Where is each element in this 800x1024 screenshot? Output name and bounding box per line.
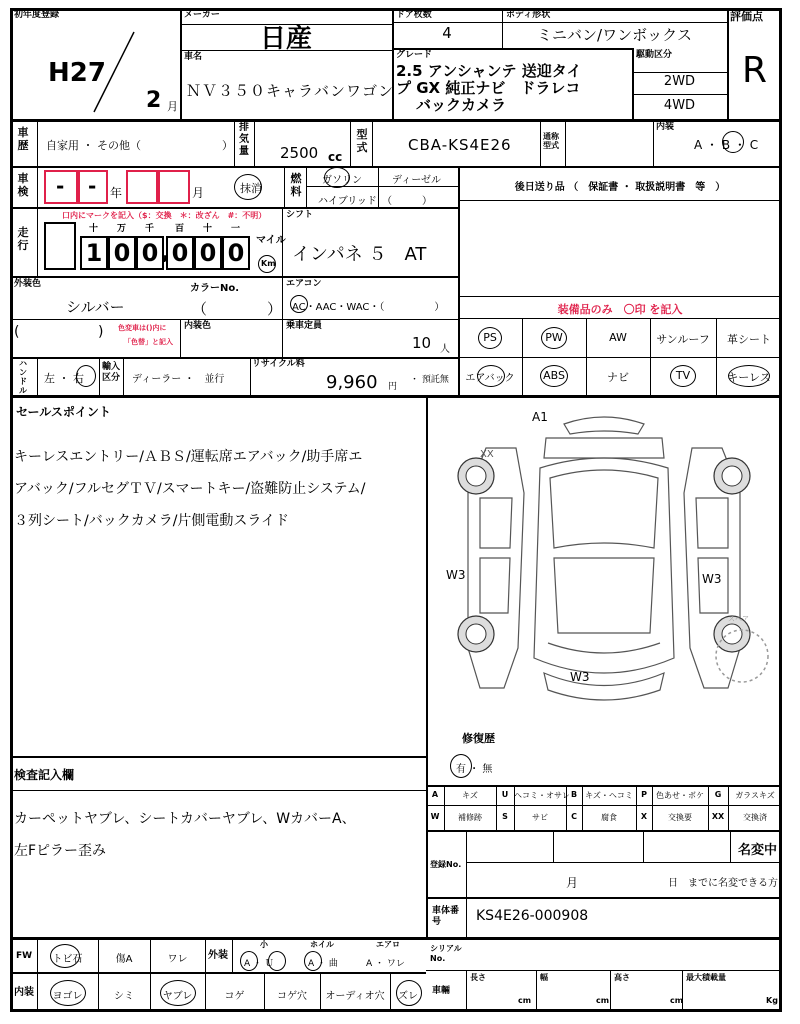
capacity-value: 10 <box>412 334 432 352</box>
score-label: 評価点 <box>730 10 763 23</box>
color-change-paren-open: ( <box>14 324 20 340</box>
body-type-value: ミニバン/ワンボックス <box>537 26 692 44</box>
shift-value: インパネ ５ AT <box>292 244 427 265</box>
aircon-label: エアコン <box>286 279 322 289</box>
inspection-notes-title: 検査記入欄 <box>14 768 75 782</box>
interior-dirt-circle <box>50 980 86 1006</box>
sales-points-title: セールスポイント <box>16 405 111 419</box>
aircon-ac-circle <box>290 295 308 313</box>
mileage-label: 走行 <box>17 226 29 252</box>
interior-damage-label: 内装 <box>14 987 34 998</box>
legend-desc-g: ガラスキズ <box>735 791 775 800</box>
inspection-month-box-2[interactable] <box>158 170 190 204</box>
width-label: 幅 <box>540 973 548 982</box>
odometer-digit-1[interactable]: 0 <box>108 236 136 270</box>
fw-label: FW <box>16 951 33 961</box>
interior-stain: シミ <box>114 991 134 1002</box>
handle-options: 左 ・ 右 <box>44 372 84 385</box>
recycle-deposit: ・ 預託無 <box>410 375 449 385</box>
mileage-note: 口内にマークを記入（$：交換 ＊：改ざん #：不明） <box>62 211 267 220</box>
handle-label: ハンドル <box>19 359 27 395</box>
legend-desc-xx: 交換済 <box>743 813 767 822</box>
chassis-number-label: 車体番号 <box>432 906 460 927</box>
slash-divider <box>90 30 140 114</box>
legend-code-s: S <box>502 812 508 821</box>
name-change-pending: 名変中 <box>738 843 778 858</box>
maker-value: 日産 <box>259 24 312 54</box>
color-change-note-2: 「色替」と記入 <box>124 338 173 346</box>
legend-code-a: A <box>431 790 439 799</box>
recycle-label: リサイクル料 <box>252 359 305 369</box>
odometer-digit-3[interactable]: 0 <box>166 236 194 270</box>
color-change-paren-close: ) <box>98 324 104 340</box>
shift-label: シフト <box>286 210 314 220</box>
damage-mark-right: W3 <box>702 572 722 586</box>
equipment-header: 装備品のみ 〇印 を記入 <box>557 303 683 316</box>
interior-burn-hole: コゲ穴 <box>277 991 307 1002</box>
fuel-diesel: ディーゼル <box>392 175 441 186</box>
odometer-digit-0[interactable]: 1 <box>80 236 108 270</box>
interior-tear: ヤブレ <box>162 991 193 1002</box>
fw-crack: ワレ <box>167 954 188 965</box>
legend-code-x: X <box>640 812 648 821</box>
aero-label: エアロ <box>376 940 400 949</box>
displacement-value: 2500 <box>280 144 319 162</box>
equip-navi[interactable]: ナビ <box>607 371 629 384</box>
maker-label: メーカー <box>184 10 220 20</box>
equip-abs-circle <box>540 365 568 387</box>
sales-points-line-1: キーレスエントリー/ＡＢＳ/運転席エアバック/助手席エ <box>14 449 363 465</box>
recycle-amount: 9,960 <box>326 372 378 393</box>
legend-desc-a: キズ <box>462 791 478 800</box>
interior-shift: ズレ <box>398 991 418 1002</box>
grade-line-1: 2.5 アンシャンテ 送迎タイ <box>396 62 582 80</box>
odometer-place-2: 千 <box>145 224 155 234</box>
fuel-hybrid: ハイブリッド <box>318 196 377 207</box>
wheel-label: ホイル <box>310 940 334 949</box>
chassis-number-value: KS4E26-000908 <box>476 908 589 924</box>
inspection-month-unit: 月 <box>192 186 205 200</box>
exterior-small-options: A ・ Ｕ <box>244 959 274 969</box>
equip-keyless-circle <box>728 365 770 387</box>
doors-value: 4 <box>442 24 452 42</box>
model-value: CBA-KS4E26 <box>408 136 512 154</box>
length-unit: cm <box>518 996 532 1005</box>
odometer-digit-2[interactable]: 0 <box>136 236 164 270</box>
displacement-unit: cc <box>328 150 343 164</box>
capacity-unit: 人 <box>440 344 450 355</box>
fuel-gasoline-circle <box>324 167 350 188</box>
legend-desc-s: サビ <box>532 813 548 822</box>
doors-label: ドア枚数 <box>396 10 432 20</box>
car-name-label: 車名 <box>184 52 203 62</box>
interior-tear-circle <box>160 980 196 1006</box>
max-load-label: 最大積載量 <box>686 973 726 982</box>
wheel-a-circle <box>304 951 322 971</box>
serial-number-label: シリアルNo. <box>430 944 462 963</box>
equip-tv[interactable]: TV <box>675 369 691 382</box>
exterior-color-label: 外装色 <box>14 279 42 289</box>
legend-code-w: W <box>430 812 440 821</box>
repair-history-yes-circle <box>450 754 472 778</box>
repair-history-label: 修復歴 <box>462 732 495 745</box>
fuel-other: （ ） <box>382 196 432 207</box>
inspection-none-circle <box>234 174 262 200</box>
equip-pw-circle <box>541 327 567 349</box>
interior-dirt: ヨゴレ <box>52 991 83 1002</box>
legend-code-xx: XX <box>711 812 725 821</box>
wheel-options: A ・ 曲 <box>308 959 338 969</box>
history-close-paren: ） <box>222 139 233 152</box>
aircon-options: AC・AAC・WAC・（ ） <box>292 302 445 313</box>
interior-shift-circle <box>396 980 422 1006</box>
damage-mark-front: A1 <box>532 410 548 424</box>
equip-leather[interactable]: 革シート <box>727 333 771 346</box>
sales-points-line-3: ３列シート/バックカメラ/片側電動スライド <box>14 513 290 529</box>
exterior-small-a-circle <box>240 951 258 971</box>
mileage-unit-km-circle <box>258 255 276 273</box>
import-label: 輸入区分 <box>102 362 121 383</box>
legend-desc-u: ヘコミ・オサレ <box>514 791 570 800</box>
legend-desc-w: 補修跡 <box>458 813 482 822</box>
interior-audio-hole: オーディオ穴 <box>325 991 385 1002</box>
equip-sunroof[interactable]: サンルーフ <box>656 333 710 346</box>
inspection-none: 抹消 <box>240 182 262 195</box>
import-options: ディーラー ・ 並行 <box>132 374 225 385</box>
equip-abs[interactable]: ABS <box>543 369 565 382</box>
interior-color-label: 内装色 <box>184 321 212 331</box>
common-model-label: 通称型式 <box>543 132 559 150</box>
color-change-note-1: 色変車は()内に <box>118 324 167 332</box>
inspection-notes-line-2: 左Fピラー歪み <box>14 843 107 859</box>
color-number-label: カラーNo. <box>190 283 240 294</box>
body-type-label: ボディ形状 <box>506 10 551 20</box>
exterior-small-u-circle <box>268 951 286 971</box>
later-documents-text: 後日送り品 （ 保証書 ・ 取扱説明書 等 ） <box>514 182 726 193</box>
capacity-label: 乗車定員 <box>286 321 323 331</box>
exterior-label: 外装 <box>208 950 228 961</box>
drive-2wd: 2WD <box>663 74 696 89</box>
history-options: 自家用 ・ その他（ <box>46 139 141 152</box>
aero-options: A ・ ワレ <box>366 959 405 969</box>
spare-tire-label: スペア <box>728 615 749 623</box>
name-change-deadline: 日 までに名変できる方 <box>668 878 778 889</box>
damage-mark-left: W3 <box>446 568 466 582</box>
legend-code-p: P <box>641 790 647 799</box>
fw-scratch: 傷A <box>115 954 133 965</box>
odometer-separator: , <box>162 240 170 264</box>
interior-grade-options: A ・ B ・ C <box>694 138 759 152</box>
odometer-place-0: 十 <box>89 224 99 234</box>
odometer-place-4: 十 <box>203 224 213 234</box>
recycle-unit: 円 <box>388 382 398 392</box>
legend-desc-x: 交換要 <box>668 813 692 822</box>
inspection-notes-line-1: カーペットヤブレ、シートカバーヤブレ、WカバーA、 <box>14 811 356 827</box>
legend-desc-p: 色あせ・ボケ <box>656 791 704 800</box>
grade-line-2: プ GX 純正ナビ ドラレコ <box>396 79 581 97</box>
legend-desc-b: キズ・ヘコミ <box>585 791 633 800</box>
grade-label: グレード <box>396 50 433 60</box>
vehicle-size-label: 車輛 <box>432 986 451 996</box>
registration-month-unit: 月 <box>167 100 178 113</box>
equip-airbag-circle <box>477 365 505 387</box>
legend-desc-c: 腐食 <box>601 813 617 822</box>
odometer-digit-4[interactable]: 0 <box>194 236 222 270</box>
inspection-dash-2: - <box>88 174 97 198</box>
odometer-place-3: 百 <box>175 224 185 234</box>
mileage-unit-mile: マイル <box>256 235 286 246</box>
name-change-month-unit: 月 <box>566 876 579 890</box>
inspection-month-box-1[interactable] <box>126 170 158 204</box>
legend-code-b: B <box>570 790 578 799</box>
drive-4wd: 4WD <box>663 98 696 113</box>
width-unit: cm <box>596 996 610 1005</box>
first-registration-label: 初年度登録 <box>14 10 60 20</box>
equip-ps[interactable]: PS <box>483 331 497 344</box>
inspection-year-unit: 年 <box>110 186 123 200</box>
registration-no-label: 登録No. <box>430 860 462 869</box>
equip-airbag[interactable]: エアバック <box>465 373 515 384</box>
handle-right-circle <box>76 365 96 387</box>
equip-keyless[interactable]: キーレス <box>727 371 771 384</box>
equip-ps-circle <box>478 327 502 349</box>
mileage-box-blank[interactable] <box>44 222 76 270</box>
fw-chip: トビ石 <box>52 954 83 965</box>
history-label: 車歴 <box>17 126 29 152</box>
fw-chip-circle <box>50 944 80 968</box>
max-load-unit: Kg <box>766 996 778 1005</box>
damage-mark-left-front: XX <box>480 449 494 460</box>
drive-label: 駆動区分 <box>636 50 673 60</box>
color-number-value: （ ） <box>192 300 283 318</box>
interior-grade-label: 内装 <box>656 122 675 132</box>
legend-code-u: U <box>501 790 509 799</box>
height-label: 高さ <box>614 973 630 982</box>
interior-burn: コゲ <box>224 991 245 1002</box>
fuel-label: 燃料 <box>290 172 302 198</box>
damage-mark-rear: W3 <box>570 670 590 684</box>
fuel-gasoline: ガソリン <box>322 175 362 186</box>
odometer-digit-5[interactable]: 0 <box>222 236 250 270</box>
displacement-label: 排気量 <box>239 122 249 157</box>
odometer-place-1: 万 <box>117 224 127 234</box>
mileage-unit-km: Km <box>261 259 276 268</box>
interior-grade-selected-circle <box>722 131 744 153</box>
equip-pw[interactable]: PW <box>545 331 563 344</box>
score-value: R <box>741 50 767 91</box>
length-label: 長さ <box>470 973 486 982</box>
repair-history-options: 有 ・ 無 <box>456 764 493 775</box>
car-name-value: ＮＶ３５０キャラバンワゴン <box>186 82 395 100</box>
inspection-label: 車検 <box>17 172 29 198</box>
sales-points-line-2: アバック/フルセグＴＶ/スマートキー/盗難防止システム/ <box>14 481 366 497</box>
legend-code-c: C <box>571 812 577 821</box>
equip-aw[interactable]: AW <box>609 331 627 344</box>
grade-line-3: バックカメラ <box>416 96 507 114</box>
exterior-small-label: 小 <box>260 940 268 949</box>
odometer-place-5: 一 <box>231 224 241 234</box>
equip-tv-circle <box>670 365 696 387</box>
height-unit: cm <box>670 996 684 1005</box>
model-label: 型式 <box>356 128 368 154</box>
exterior-color-value: シルバー <box>66 298 125 316</box>
registration-era-year: H27 <box>48 58 106 88</box>
inspection-dash-1: - <box>56 174 65 198</box>
legend-code-g: G <box>714 790 722 799</box>
registration-month: 2 <box>146 88 162 113</box>
